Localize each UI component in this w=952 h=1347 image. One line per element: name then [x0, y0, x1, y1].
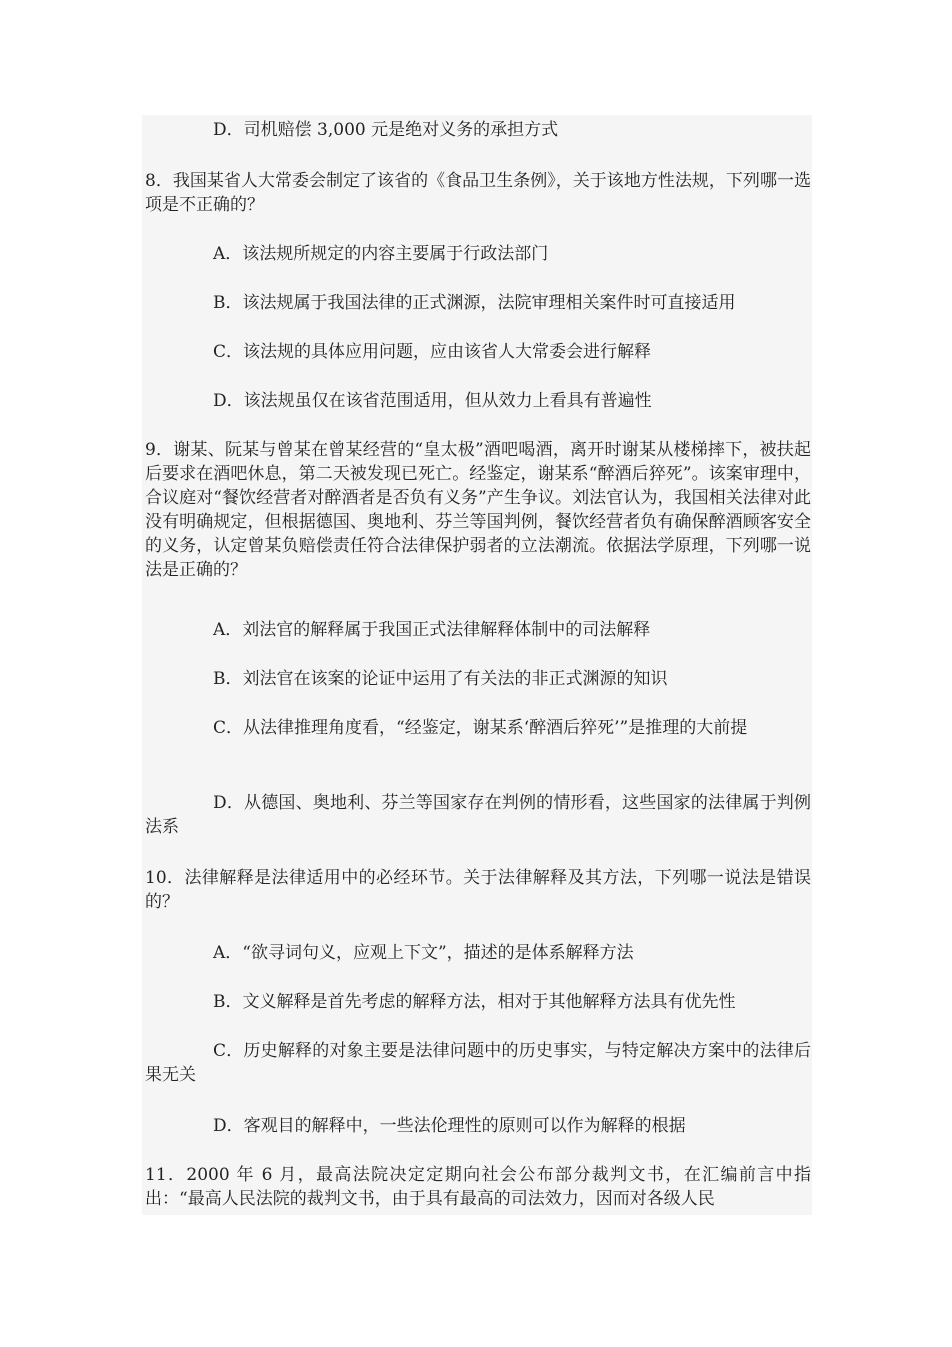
q9-option-d: D．从德国、奥地利、芬兰等国家存在判例的情形看，这些国家的法律属于判例法系 — [145, 793, 811, 837]
q9-option-a: A．刘法官的解释属于我国正式法律解释体制中的司法解释 — [213, 620, 651, 640]
q11-stem: 11．2000 年 6 月，最高法院决定定期向社会公布部分裁判文书，在汇编前言中指出：“最高人民法院的裁判文书，由于具有最高的司法效力，因而对各级人民 — [145, 1165, 811, 1209]
q10-option-a: A．“欲寻词句义，应观上下文”，描述的是体系解释方法 — [213, 943, 634, 963]
q8-stem: 8．我国某省人大常委会制定了该省的《食品卫生条例》，关于该地方性法规，下列哪一选项是不正确的？ — [145, 171, 811, 215]
q10-option-d: D．客观目的解释中，一些法伦理性的原则可以作为解释的根据 — [213, 1116, 686, 1136]
q8-option-b: B．该法规属于我国法律的正式渊源，法院审理相关案件时可直接适用 — [213, 293, 736, 313]
q10-option-c: C．历史解释的对象主要是法律问题中的历史事实，与特定解决方案中的法律后果无关 — [145, 1041, 811, 1085]
q10-option-b: B．文义解释是首先考虑的解释方法，相对于其他解释方法具有优先性 — [213, 992, 736, 1012]
q10-stem: 10．法律解释是法律适用中的必经环节。关于法律解释及其方法，下列哪一说法是错误的？ — [145, 868, 811, 912]
q9-option-c: C．从法律推理角度看，“经鉴定，谢某系‘醉酒后猝死’”是推理的大前提 — [213, 718, 748, 738]
q9-stem: 9．谢某、阮某与曾某在曾某经营的“皇太极”酒吧喝酒，离开时谢某从楼梯摔下，被扶起后要求在酒吧休息，第二天被发现已死亡。经鉴定，谢某系“醉酒后猝死”。该案审理中，合议庭对“餐饮经营者对醉酒者是否负有义务”产生争议。刘法官认为，我国相关法律对此没有明确规定，但根据德国、奥地利、芬兰等国判例，餐饮经营者负有确保醉酒顾客安全的义务，认定曾某负赔偿责任符合法律保护弱者的立法潮流。依据法学原理，下列哪一说法是正确的？ — [145, 440, 811, 580]
q9-option-b: B．刘法官在该案的论证中运用了有关法的非正式渊源的知识 — [213, 669, 668, 689]
q7-option-d: D．司机赔偿 3,000 元是绝对义务的承担方式 — [213, 120, 559, 140]
q8-option-c: C．该法规的具体应用问题，应由该省人大常委会进行解释 — [213, 342, 652, 362]
q8-option-d: D．该法规虽仅在该省范围适用，但从效力上看具有普遍性 — [213, 391, 652, 411]
q8-option-a: A．该法规所规定的内容主要属于行政法部门 — [213, 244, 549, 264]
